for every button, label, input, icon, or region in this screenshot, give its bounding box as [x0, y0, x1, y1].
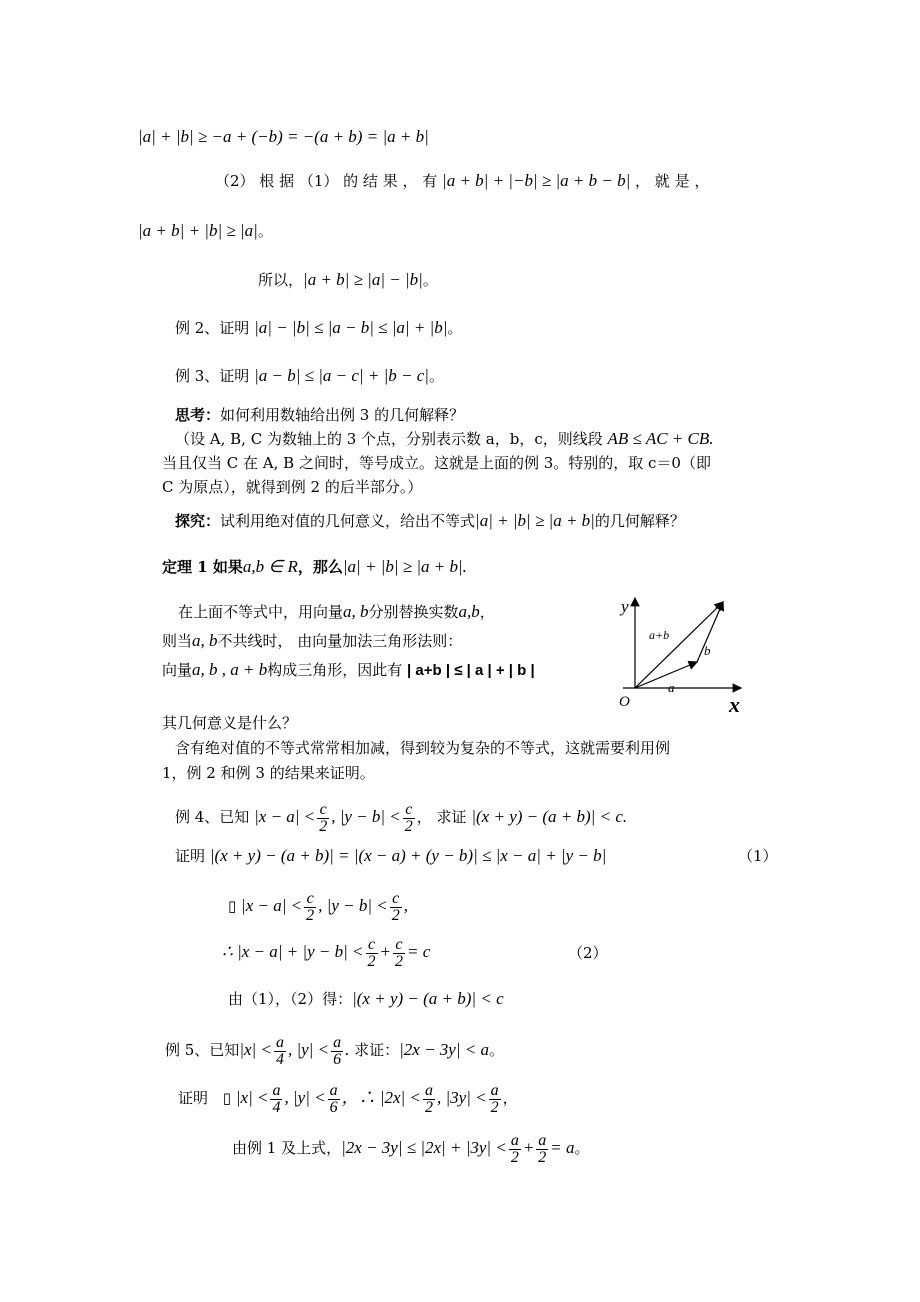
derivation-line-2: （2） 根 据 （1） 的 结 果 ， 有 |a + b| + |−b| ≥ |a + b − b| ， 就 是 ， [215, 171, 710, 190]
derivation-conclusion: 所以，|a + b| ≥ |a| − |b|。 [258, 270, 438, 289]
example-5: 例 5、已知|x| < $\frac{a}{4}$ , |y| < $\frac{a}{6}$ . 求证：|2x − 3y| < a。 [165, 1033, 505, 1068]
think-answer-line-3: C 为原点），就得到例 2 的后半部分。） [162, 478, 423, 496]
example-4-conclusion: 由（1），（2）得：|(x + y) − (a + b)| < c [228, 989, 504, 1008]
equation-tag-1: （1） [738, 847, 778, 865]
example-4-proof-line-2: ▯ |x − a| < $\frac{c}{2}$ , |y − b| < $\frac{c}{2}$ , [228, 889, 408, 924]
example-5-proof-line-1: 证明 ▯ |x| < $\frac{a}{4}$ , |y| < $\frac{a}{6}$ ，∴ |2x| < $\frac{a}{2}$ , |3y| < $\frac{a}{2}$ ， [178, 1081, 518, 1116]
x-axis-label: x [729, 692, 740, 717]
think-question: 思考：如何利用数轴给出例 3 的几何解释？ [175, 406, 465, 424]
think-answer-line-1: （设 A, B, C 为数轴上的 3 个点，分别表示数 a，b，c，则线段 AB ≤ AC + CB. [175, 429, 714, 448]
fraction-c-over-2: $\frac{c}{2}$ [404, 800, 413, 835]
geometric-meaning-question: 其几何意义是什么？ [162, 714, 298, 732]
example-4: 例 4、已知 |x − a| < $\frac{c}{2}$ , |y − b| < $\frac{c}{2}$ ， 求证 |(x + y) − (a + b)| < c. [175, 800, 628, 835]
explore-question: 探究：试利用绝对值的几何意义，给出不等式|a| + |b| ≥ |a + b|的几何解释？ [175, 511, 685, 530]
b-vector-label: b [704, 643, 711, 658]
vector-triangle-figure [605, 590, 755, 720]
a-vector-label: a [668, 680, 675, 695]
vector-a [635, 662, 697, 688]
vector-explanation-2: 则当a, b不共线时， 由向量加法三角形法则： [162, 631, 463, 650]
theorem-1: 定理 1 如果a,b ∈ R，那么|a| + |b| ≥ |a + b|. [162, 557, 467, 576]
example-4-proof-line-1: 证明 |(x + y) − (a + b)| = |(x − a) + (y − b)| ≤ |x − a| + |y − b| [175, 846, 607, 865]
example-5-proof-line-2: 由例 1 及上式，|2x − 3y| ≤ |2x| + |3y| < $\frac{a}{2}$ + $\frac{a}{2}$ = a。 [232, 1131, 590, 1166]
sum-vector-label: a+b [649, 628, 670, 642]
derivation-line-3: |a + b| + |b| ≥ |a|。 [138, 221, 273, 240]
paragraph-line-2: 1，例 2 和例 3 的结果来证明。 [162, 764, 375, 782]
example-3: 例 3、证明 |a − b| ≤ |a − c| + |b − c|。 [175, 366, 444, 385]
example-2: 例 2、证明 |a| − |b| ≤ |a − b| ≤ |a| + |b|。 [175, 318, 463, 337]
origin-label: O [619, 694, 630, 710]
vector-explanation-1: 在上面不等式中，用向量a, b分别替换实数a,b， [178, 602, 495, 621]
example-4-proof-line-3: ∴ |x − a| + |y − b| < $\frac{c}{2}$ + $\frac{c}{2}$ = c [222, 935, 431, 970]
fraction-c-over-2: $\frac{c}{2}$ [319, 800, 328, 835]
paragraph-line-1: 含有绝对值的不等式常常相加减，得到较为复杂的不等式，这就需要利用例 [175, 739, 671, 757]
derivation-line-1: |a| + |b| ≥ −a + (−b) = −(a + b) = |a + b| [138, 127, 429, 146]
think-answer-line-2: 当且仅当 C 在 A, B 之间时，等号成立。这就是上面的例 3。特别的，取 c＝0（即 [162, 454, 711, 472]
y-axis-label: y [621, 597, 629, 616]
vector-explanation-3: 向量a, b , a + b构成三角形，因此有 | a+b | ≤ | a | + | b | [162, 660, 535, 679]
equation-tag-2: （2） [568, 944, 608, 962]
